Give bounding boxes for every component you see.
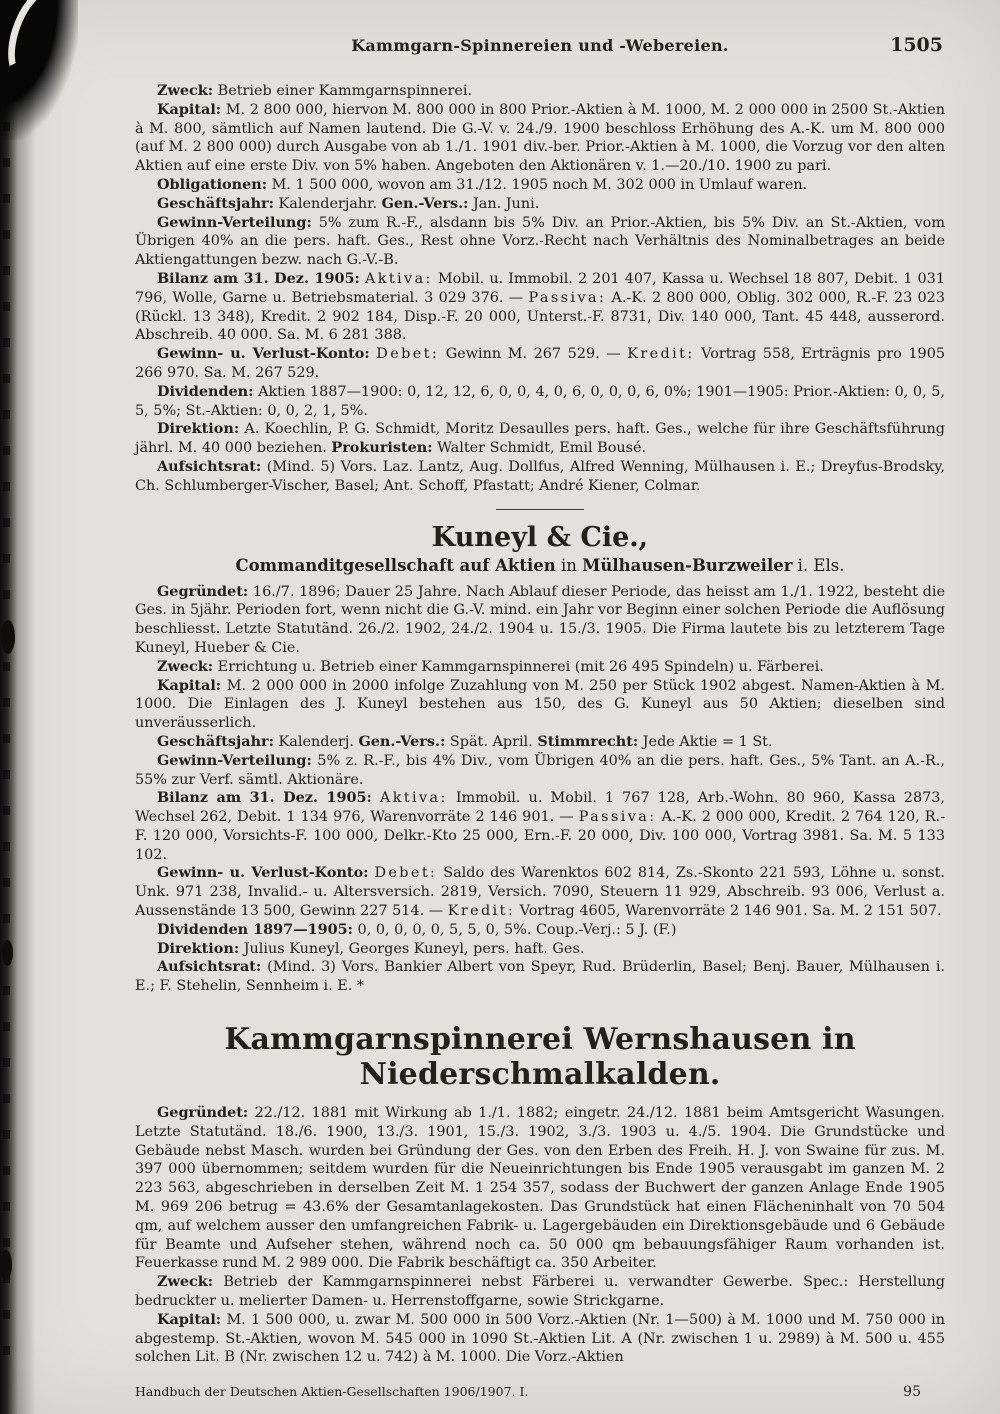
body-text: M. 1 500 000, u. zwar M. 500 000 in 500 Vorz.-Aktien (Nr. 1—500) à M. 1000 und M. 750 000 in abgestemp. St.-Aktien, wovon M. 545 000 in 1090 St.-Aktien Lit. A (Nr. zwischen 1 u. 2989) à M. 500 u. 455 solchen Lit. B (Nr. zwischen 12 u. 742) à M. 1000. Die Vorz.-Aktien <box>135 1311 945 1366</box>
paragraph <box>135 383 945 421</box>
field-label: Bilanz am 31. Dez. 1905: <box>157 789 372 807</box>
field-label: Gewinn- u. Verlust-Konto: <box>157 345 370 363</box>
page-footer <box>135 1384 945 1400</box>
body-text: A. Koechlin, P. G. Schmidt, Moritz Desaulles pers. haft. Ges., welche für ihre Geschäftsführung jährl. M. 40 000 beziehen. <box>135 421 945 457</box>
paragraph <box>135 940 945 959</box>
body-text: i. Els. <box>792 555 845 575</box>
field-label: Dividenden: <box>157 382 254 400</box>
paragraph <box>135 214 945 270</box>
paragraph <box>135 345 945 383</box>
body-text: Vortrag 558, Erträgnis pro 1905 266 970. Sa. M. 267 529. <box>135 346 946 381</box>
company-title: Kammgarnspinnerei Wernshausen in Niederschmalkalden. <box>224 1022 856 1093</box>
body-text: 22./12. 1881 mit Wirkung ab 1./1. 1882; eingetr. 24./12. 1881 beim Amtsgericht Wasungen. Letzte Statutänd. 18./6. 1900, 13./3. 1901, 15./3. 1902, 3./3. 1903 u. 4./5. 1904. Die Grundstücke und Gebäude nebst Masch. wurden bei Gründung der Ges. von den Erben des Freih. H. J. von Swaine für zus. M. 397 000 übernommen; seitdem wurden für die Neueinrichtungen bis Ende 1905 verausgabt im ganzen M. 2 223 563, abgeschrieben in derselben Zeit M. 1 254 357, sodass der Buchwert der ganzen Anlage Ende 1905 M. 969 206 betrug = 43.6% der Gesamtanlagekosten. Das Grundstück hat einen Flächeninhalt von 70 504 qm, auf welchem ausser den umfangreichen Fabrik- u. Lagergebäuden ein Direktionsgebäude und 6 Gebäude für Beamte und Aufseher stehen, während noch ca. 50 000 qm bebauungsfähiger Raum vorhanden ist. Feuerkasse rund M. 2 989 000. Die Fabrik beschäftigt ca. 350 Arbeiter. <box>135 1105 945 1272</box>
body-text: Mobil. u. Immobil. 2 201 407, Kassa u. Wechsel 18 807, Debit. 1 031 796, Wolle, Garne u. Betriebsmaterial. 3 029 376. — <box>135 270 945 306</box>
body-text: M. 1 500 000, wovon am 31./12. 1905 noch M. 302 000 in Umlauf waren. <box>267 176 808 193</box>
body-text: Saldo des Warenktos 602 814, Zs.-Skonto 221 593, Löhne u. sonst. Unk. 971 238, Invalid.- u. Altersversich. 2819, Versich. 7090, Steuern 11 929, Abschreib. 93 006, Verlust a. Aussenstände 13 500, Gewinn 227 514. — <box>135 865 946 920</box>
field-label: Direktion: <box>157 939 240 957</box>
paragraph <box>135 789 945 864</box>
field-label: Prokuristen: <box>331 439 433 457</box>
body-text: Errichtung u. Betrieb einer Kammgarnspinnerei (mit 26 495 Spindeln) u. Färberei. <box>213 658 824 675</box>
body-text: Julius Kuneyl, Georges Kuneyl, pers. haft. Ges. <box>239 940 585 957</box>
paragraph <box>135 82 945 101</box>
body-text: Vortrag 4605, Warenvorräte 2 146 901. Sa. M. 2 151 507. <box>515 903 942 920</box>
paragraph <box>135 420 945 458</box>
paragraph <box>135 176 945 195</box>
field-label: Zweck: <box>157 82 214 99</box>
paragraph <box>135 1104 945 1273</box>
footer-signature-number: 95 <box>903 1384 921 1400</box>
body-text: 5% zum R.-F., alsdann bis 5% Div. an Prior.-Aktien, bis 5% Div. an St.-Aktien, vom Übrigen 40% an die pers. haft. Ges., Rest ohne Vorz.-Recht nach Verhältnis des Nominalbetrages an beide Aktiengattungen bezw. nach G.-V.-B. <box>135 214 945 269</box>
field-label: Kredit: <box>627 346 695 363</box>
body-text <box>372 790 380 806</box>
body-text: (Mind. 3) Vors. Bankier Albert von Speyr, Rud. Brüderlin, Basel; Benj. Bauer, Mülhausen i. E.; F. Stehelin, Sennheim i. E. * <box>135 959 945 995</box>
field-label: Gegründet: <box>157 582 249 600</box>
field-label: Obligationen: <box>157 175 268 193</box>
field-label: Dividenden 1897—1905: <box>157 920 353 938</box>
paragraph <box>135 677 945 733</box>
entry-kuneyl <box>135 522 945 997</box>
body-text: Immobil. u. Mobil. 1 767 128, Arb.-Wohn. 80 960, Kassa 2873, Wechsel 262, Debit. 1 134 976, Warenvorräte 2 146 901. — <box>135 790 945 826</box>
body-text: Spät. April. <box>445 733 538 750</box>
section-divider <box>496 509 584 510</box>
body-text: (Mind. 5) Vors. Laz. Lantz, Aug. Dollfus, Alfred Wenning, Mülhausen i. E.; Dreyfus-Brodsky, Ch. Schlumberger-Vischer, Basel; Ant. Schoff, Pfastatt; André Kiener, Colmar. <box>135 458 945 494</box>
body-text: Jede Aktie = 1 St. <box>638 733 773 750</box>
field-label: Kapital: <box>157 676 222 694</box>
paragraph <box>135 658 945 677</box>
body-text: M. 2 000 000 in 2000 infolge Zuzahlung von M. 250 per Stück 1902 abgest. Namen-Aktien à M. 1000. Die Einlagen des J. Kuneyl bestehen aus 150, des G. Kuneyl aus 50 Aktien; dieselben sind unveräusserlich. <box>135 677 945 732</box>
paragraph <box>135 921 945 940</box>
field-label: Commanditgesellschaft auf Aktien <box>235 555 556 575</box>
field-label: Aufsichtsrat: <box>157 457 262 475</box>
body-text: 0, 0, 0, 0, 0, 5, 5, 0, 5%. Coup.-Verj.: 5 J. (F.) <box>352 921 677 938</box>
field-label: Aufsichtsrat: <box>157 958 262 976</box>
field-label: Gewinn- u. Verlust-Konto: <box>157 864 369 882</box>
field-label: Gen.-Vers.: <box>381 194 469 212</box>
entry-continuation <box>135 82 945 496</box>
footer-imprint: Handbuch der Deutschen Aktien-Gesellschaften 1906/1907. I. <box>135 1384 529 1399</box>
paragraph <box>135 864 945 920</box>
field-label: Gen.-Vers.: <box>358 732 446 750</box>
body-text: Betrieb der Kammgarnspinnerei nebst Färberei u. verwandter Gewerbe. Spec.: Herstellung bedruckter u. melierter Damen- u. Herrenstoffgarne, sowie Strickgarne. <box>135 1274 945 1310</box>
paragraph <box>135 752 945 790</box>
body-text: Gewinn M. 267 529. — <box>439 346 628 363</box>
page-header <box>135 36 945 58</box>
body-text: Betrieb einer Kammgarnspinnerei. <box>213 83 473 99</box>
field-label: Kapital: <box>157 100 222 118</box>
paragraph <box>135 101 945 176</box>
body-text: 16./7. 1896; Dauer 25 Jahre. Nach Ablauf dieser Periode, das heisst am 1./1. 1922, besteht die Ges. in 5jähr. Perioden fort, wenn nicht die G.-V. mind. ein Jahr vor Beginn einer solchen Periode die Auflösung beschliesst. Letzte Statutänd. 26./2. 1902, 24./2. 1904 u. 15./3. 1905. Die Firma lautete bis zu letzterem Tage Kuneyl, Hueber & Cie. <box>135 583 945 656</box>
entry-wernshausen <box>135 1022 945 1367</box>
page-number: 1505 <box>890 34 943 56</box>
body-text: Kalenderj. <box>273 733 359 750</box>
body-text: A.-K. 2 800 000, Oblig. 302 000, R.-F. 23 023 (Rückl. 13 348), Kredit. 2 902 184, Disp.-F. 20 000, Unterst.-F. 8731, Div. 140 000, Tant. 45 448, ausserord. Abschreib. 40 000. Sa. M. 6 281 388. <box>135 289 945 344</box>
document-body <box>135 82 945 1367</box>
field-label: Geschäftsjahr: <box>157 732 274 750</box>
paragraph <box>135 270 945 345</box>
field-label: Gegründet: <box>157 1104 249 1122</box>
body-text: in <box>555 555 583 575</box>
field-label: Direktion: <box>157 420 240 438</box>
field-label: Aktiva: <box>364 270 433 287</box>
field-label: Stimmrecht: <box>537 732 639 750</box>
body-text: Aktien 1887—1900: 0, 12, 12, 6, 0, 0, 4, 0, 6, 0, 0, 0, 6, 0%; 1901—1905: Prior.-Aktien: 0, 0, 5, 5, 5%; St.-Aktien: 0, 0, 2, 1, 5%. <box>135 383 945 419</box>
paragraph <box>135 195 945 214</box>
body-text: Walter Schmidt, Emil Bousé. <box>432 440 647 457</box>
field-label: Passiva: <box>528 289 607 306</box>
field-label: Passiva: <box>578 809 657 826</box>
field-label: Gewinn-Verteilung: <box>157 751 312 769</box>
field-label: Debet: <box>374 865 438 882</box>
paragraph <box>135 458 945 496</box>
paragraph <box>135 1273 945 1311</box>
paragraph <box>135 958 945 996</box>
paragraph <box>135 733 945 752</box>
company-subtitle <box>135 556 945 575</box>
company-title: Kuneyl & Cie., <box>431 521 649 553</box>
field-label: Gewinn-Verteilung: <box>157 213 312 231</box>
field-label: Zweck: <box>157 657 214 675</box>
body-text: Jan. Juni. <box>468 195 540 212</box>
body-text: 5% z. R.-F., bis 4% Div., vom Übrigen 40% an die pers. haft. Ges., 5% Tant. an A.-R., 55% zur Verf. sämtl. Aktionäre. <box>135 752 945 788</box>
field-label: Mülhausen-Burzweiler <box>582 555 793 575</box>
body-text: A.-K. 2 000 000, Kredit. 2 764 120, R.-F. 120 000, Vorsichts-F. 100 000, Delkr.-Kto 25 000, Ern.-F. 20 000, Div. 100 000, Vortrag 3981. Sa. M. 5 133 102. <box>135 809 945 863</box>
running-title: Kammgarn-Spinnereien und -Webereien. <box>351 36 729 55</box>
field-label: Geschäftsjahr: <box>157 194 274 212</box>
field-label: Bilanz am 31. Dez. 1905: <box>157 269 360 287</box>
field-label: Kapital: <box>157 1310 222 1328</box>
paragraph <box>135 1311 945 1367</box>
field-label: Aktiva: <box>379 790 448 807</box>
body-text: Kalenderjahr. <box>273 195 382 212</box>
field-label: Debet: <box>376 346 440 363</box>
paragraph <box>135 583 945 658</box>
field-label: Zweck: <box>157 1273 214 1291</box>
body-text: M. 2 800 000, hiervon M. 800 000 in 800 Prior.-Aktien à M. 1000, M. 2 000 000 in 2500 St.-Aktien à M. 800, sämtlich auf Namen lautend. Die G.-V. v. 24./9. 1900 beschloss Erhöhung des A.-K. um M. 800 000 (auf M. 2 800 000) durch Ausgabe von ab 1./1. 1901 div.-ber. Prior.-Aktien à M. 1000, die Vorzug vor den alten Aktien auf eine erste Div. von 5% haben. Angeboten den Aktionären v. 1.—20./10. 1900 zu pari. <box>135 101 945 175</box>
field-label: Kredit: <box>447 903 516 920</box>
